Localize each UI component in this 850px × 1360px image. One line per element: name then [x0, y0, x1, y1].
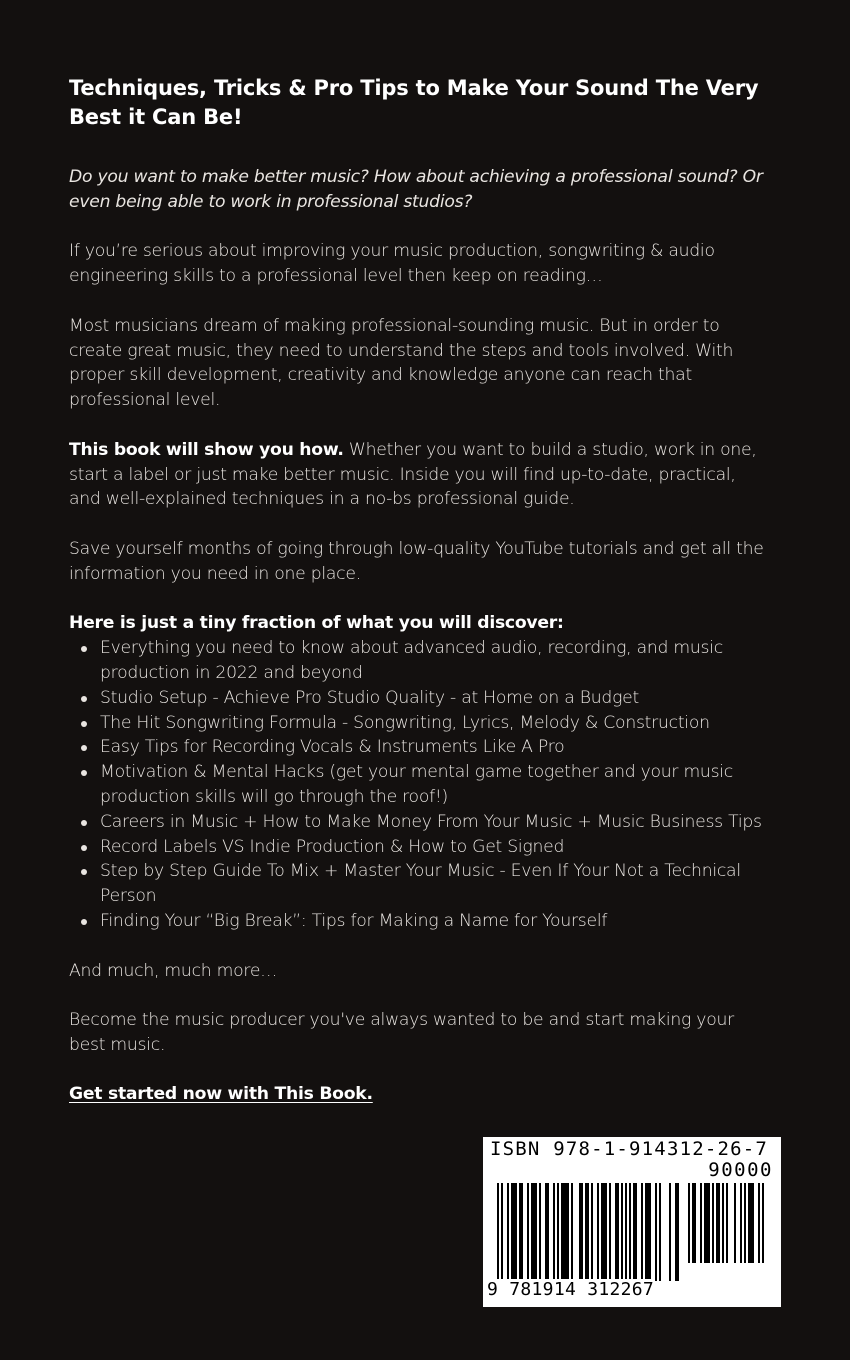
barcode-bar	[712, 1183, 714, 1263]
barcode-bar	[655, 1183, 657, 1281]
barcode-digits: 9 781914 312267	[487, 1279, 655, 1300]
barcode-bar	[511, 1183, 517, 1281]
list-item: Studio Setup - Achieve Pro Studio Quality - at Home on a Budget	[100, 686, 769, 711]
list-item: Everything you need to know about advanced audio, recording, and music production in 2022 and beyond	[100, 636, 769, 686]
list-item: Motivation & Mental Hacks (get your mental game together and your music production skills will go through the roof!)	[100, 760, 769, 810]
barcode-bar	[633, 1183, 637, 1281]
barcode-bar	[615, 1183, 619, 1281]
barcode-bar	[557, 1183, 559, 1281]
barcode-bar	[700, 1183, 702, 1263]
barcode-bar	[539, 1183, 541, 1281]
barcode-bar	[579, 1183, 583, 1281]
book-show-rest: Whether you want to build a studio, work in one, start a label or just make better music. Inside you will find up-to-date, practical, and well-explained techniques in a no-bs professional guide.	[69, 439, 757, 510]
barcode-bar	[571, 1183, 573, 1281]
list-item: Careers in Music + How to Make Money From Your Music + Music Business Tips	[100, 810, 769, 835]
barcode-bar	[553, 1183, 555, 1281]
barcode-bar	[519, 1183, 523, 1281]
barcode-bar	[625, 1183, 627, 1281]
list-item: The Hit Songwriting Formula - Songwriting, Lyrics, Melody & Construction	[100, 711, 769, 736]
barcode-bar	[758, 1183, 760, 1263]
list-item: Finding Your “Big Break”: Tips for Making a Name for Yourself	[100, 909, 769, 934]
barcode-bar	[659, 1183, 661, 1281]
barcode-bar	[744, 1183, 746, 1263]
discover-list	[69, 636, 769, 934]
barcode-bar	[621, 1183, 623, 1281]
barcode-bar	[527, 1183, 529, 1281]
barcode-bar	[609, 1183, 611, 1281]
list-item: Easy Tips for Recording Vocals & Instruments Like A Pro	[100, 735, 769, 760]
list-item: Step by Step Guide To Mix + Master Your Music - Even If Your Not a Technical Person	[100, 859, 769, 909]
paragraph-dream: Most musicians dream of making professional-sounding music. But in order to create great music, they need to understand the steps and tools involved. With proper skill development, creativity and knowledge anyone can reach that professional level.	[69, 315, 734, 411]
barcode-bar	[734, 1183, 736, 1263]
barcode-bar	[531, 1183, 537, 1281]
barcode-bar	[722, 1183, 724, 1263]
list-item: Record Labels VS Indie Production & How to Get Signed	[100, 835, 769, 860]
barcode-bar	[669, 1183, 671, 1281]
barcode-bar	[692, 1183, 696, 1263]
addon-barcode-bars	[688, 1183, 770, 1277]
list-title: Here is just a tiny fraction of what you will discover:	[69, 613, 564, 634]
barcode-bar	[762, 1183, 764, 1263]
paragraph-serious: If you’re serious about improving your music production, songwriting & audio engineering skills to a professional level then keep on reading…	[69, 241, 715, 287]
barcode-bar	[704, 1183, 710, 1263]
paragraph-save: Save yourself months of going through low-quality YouTube tutorials and get all the information you need in one place.	[69, 538, 764, 584]
paragraph-become: Become the music producer you've always wanted to be and start making your best music.	[69, 1010, 734, 1055]
book-show-bold: This book will show you how.	[69, 439, 344, 460]
barcode-bar	[716, 1183, 720, 1263]
barcode-bar	[601, 1183, 607, 1281]
back-cover-text	[69, 74, 769, 1132]
isbn-label: ISBN 978-1-914312-26-7	[490, 1138, 769, 1160]
barcode-bar	[740, 1183, 742, 1263]
isbn-barcode	[483, 1137, 781, 1307]
price-code: 90000	[708, 1159, 773, 1181]
barcode-bar	[688, 1183, 690, 1263]
barcode-bar	[585, 1183, 589, 1281]
paragraph-book-show	[69, 438, 769, 512]
barcode-bar	[507, 1183, 509, 1281]
paragraph-more: And much, much more…	[69, 960, 278, 981]
barcode-bar	[675, 1183, 679, 1281]
barcode-bar	[645, 1183, 651, 1281]
barcode-bar	[641, 1183, 643, 1281]
barcode-bar	[545, 1183, 549, 1281]
barcode-bar	[629, 1183, 631, 1281]
intro-question: Do you want to make better music? How about achieving a professional sound? Or even being able to work in professional studios?	[69, 167, 763, 212]
barcode-bar	[726, 1183, 728, 1263]
barcode-bar	[748, 1183, 754, 1263]
call-to-action: Get started now with This Book.	[69, 1084, 373, 1105]
barcode-bar	[561, 1183, 569, 1281]
page-title: Techniques, Tricks & Pro Tips to Make Your Sound The Very Best it Can Be!	[69, 76, 759, 129]
